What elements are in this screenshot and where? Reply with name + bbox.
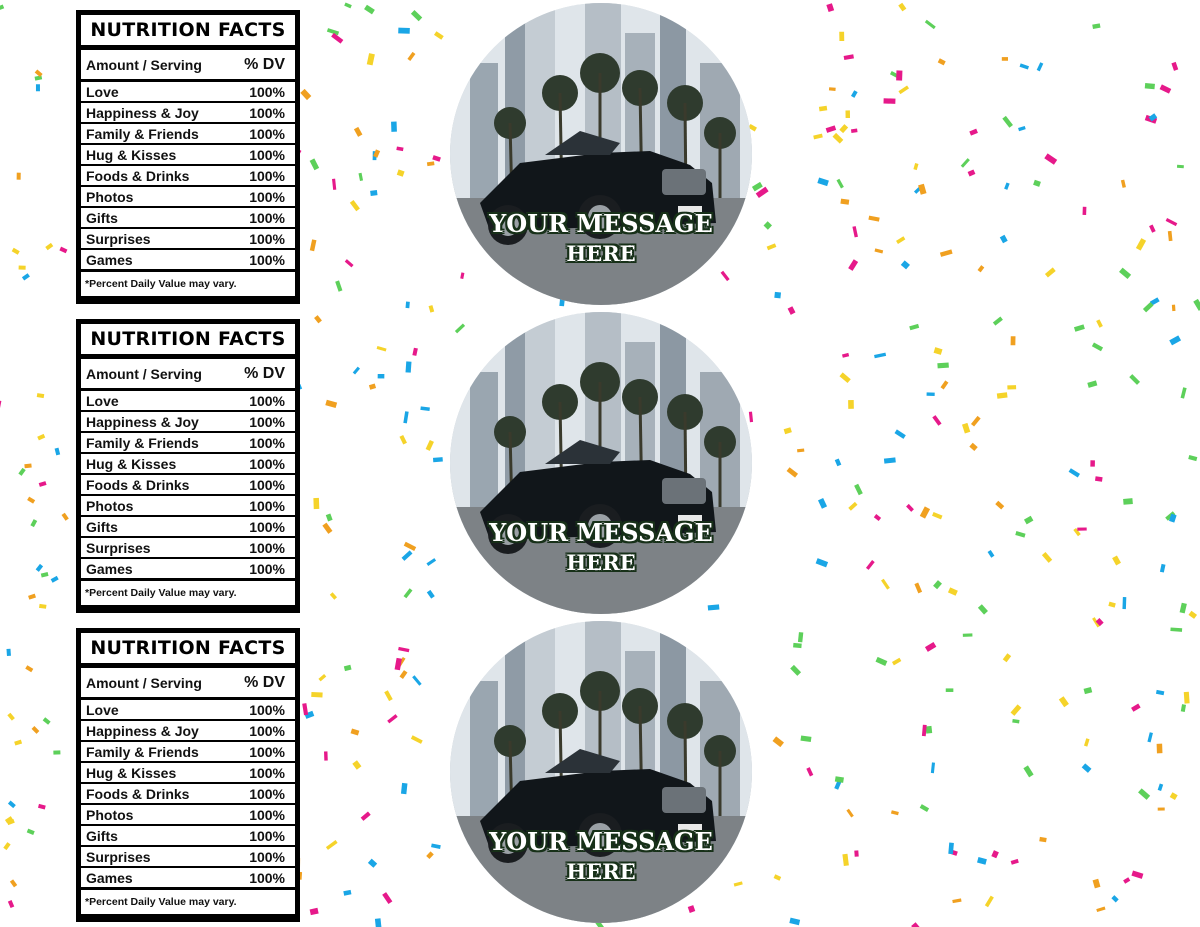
header-amount-serving: Amount / Serving [86, 365, 202, 382]
label-panel-3 [0, 618, 1200, 927]
footnote: *Percent Daily Value may vary. [81, 890, 295, 914]
row-name: Hug & Kisses [86, 764, 177, 781]
nutrition-row [81, 784, 295, 803]
row-value: 100% [249, 869, 285, 886]
row-name: Foods & Drinks [86, 167, 190, 184]
row-value: 100% [249, 518, 285, 535]
footnote: *Percent Daily Value may vary. [81, 581, 295, 605]
row-value: 100% [249, 764, 285, 781]
nutrition-row [81, 742, 295, 761]
row-name: Photos [86, 497, 134, 514]
row-name: Happiness & Joy [86, 722, 199, 739]
nutrition-row [81, 538, 295, 557]
message-line-1: YOUR MESSAGE [489, 827, 713, 856]
row-value: 100% [249, 743, 285, 760]
row-value: 100% [249, 455, 285, 472]
row-value: 100% [249, 188, 285, 205]
message-line-2: HERE [566, 859, 636, 884]
row-value: 100% [249, 104, 285, 121]
car-photo-circle [450, 312, 752, 614]
header-dv: % DV [244, 364, 285, 382]
nutrition-row [81, 517, 295, 536]
row-name: Gifts [86, 209, 118, 226]
row-value: 100% [249, 476, 285, 493]
nutrition-row [81, 229, 295, 248]
row-name: Foods & Drinks [86, 785, 190, 802]
car-photo-circle [450, 621, 752, 923]
header-amount-serving: Amount / Serving [86, 56, 202, 73]
nutrition-row [81, 145, 295, 164]
row-value: 100% [249, 230, 285, 247]
row-name: Love [86, 83, 119, 100]
nutrition-row [81, 475, 295, 494]
row-value: 100% [249, 83, 285, 100]
row-value: 100% [249, 251, 285, 268]
row-name: Family & Friends [86, 434, 199, 451]
row-name: Surprises [86, 848, 151, 865]
row-value: 100% [249, 722, 285, 739]
nutrition-row [81, 454, 295, 473]
row-name: Foods & Drinks [86, 476, 190, 493]
message-line-2: HERE [566, 241, 636, 266]
nutrition-row [81, 82, 295, 101]
label-panel-2 [0, 309, 1200, 618]
row-name: Hug & Kisses [86, 146, 177, 163]
nutrition-facts-label [76, 319, 300, 613]
nutrition-row [81, 166, 295, 185]
header-dv: % DV [244, 55, 285, 73]
nutrition-row [81, 847, 295, 866]
message-line-1: YOUR MESSAGE [489, 209, 713, 238]
message-line-1: YOUR MESSAGE [489, 518, 713, 547]
header-dv: % DV [244, 673, 285, 691]
nutrition-row [81, 805, 295, 824]
nutrition-row [81, 721, 295, 740]
row-name: Love [86, 701, 119, 718]
nutrition-title: NUTRITION FACTS [81, 324, 295, 354]
nutrition-title: NUTRITION FACTS [81, 633, 295, 663]
row-value: 100% [249, 560, 285, 577]
nutrition-row [81, 826, 295, 845]
row-name: Surprises [86, 539, 151, 556]
row-name: Games [86, 251, 133, 268]
nutrition-row [81, 103, 295, 122]
nutrition-row [81, 412, 295, 431]
row-value: 100% [249, 497, 285, 514]
row-name: Family & Friends [86, 743, 199, 760]
nutrition-row [81, 250, 295, 269]
row-name: Games [86, 560, 133, 577]
row-name: Hug & Kisses [86, 455, 177, 472]
amount-serving-header [81, 359, 295, 388]
row-value: 100% [249, 392, 285, 409]
row-name: Happiness & Joy [86, 413, 199, 430]
footnote: *Percent Daily Value may vary. [81, 272, 295, 296]
nutrition-row [81, 496, 295, 515]
row-value: 100% [249, 701, 285, 718]
nutrition-row [81, 559, 295, 578]
nutrition-row [81, 763, 295, 782]
row-value: 100% [249, 167, 285, 184]
nutrition-row [81, 208, 295, 227]
label-panel-1 [0, 0, 1200, 309]
row-value: 100% [249, 209, 285, 226]
amount-serving-header [81, 50, 295, 79]
row-value: 100% [249, 413, 285, 430]
row-value: 100% [249, 848, 285, 865]
nutrition-row [81, 391, 295, 410]
row-value: 100% [249, 434, 285, 451]
row-value: 100% [249, 806, 285, 823]
nutrition-row [81, 868, 295, 887]
row-name: Photos [86, 188, 134, 205]
nutrition-facts-label [76, 628, 300, 922]
row-value: 100% [249, 146, 285, 163]
row-value: 100% [249, 827, 285, 844]
row-name: Happiness & Joy [86, 104, 199, 121]
row-name: Gifts [86, 827, 118, 844]
header-amount-serving: Amount / Serving [86, 674, 202, 691]
row-name: Family & Friends [86, 125, 199, 142]
row-name: Gifts [86, 518, 118, 535]
row-name: Games [86, 869, 133, 886]
nutrition-row [81, 124, 295, 143]
nutrition-facts-label [76, 10, 300, 304]
row-name: Surprises [86, 230, 151, 247]
row-value: 100% [249, 539, 285, 556]
nutrition-title: NUTRITION FACTS [81, 15, 295, 45]
message-line-2: HERE [566, 550, 636, 575]
nutrition-row [81, 700, 295, 719]
row-value: 100% [249, 785, 285, 802]
car-photo-circle [450, 3, 752, 305]
nutrition-row [81, 187, 295, 206]
row-name: Photos [86, 806, 134, 823]
row-name: Love [86, 392, 119, 409]
amount-serving-header [81, 668, 295, 697]
nutrition-row [81, 433, 295, 452]
row-value: 100% [249, 125, 285, 142]
